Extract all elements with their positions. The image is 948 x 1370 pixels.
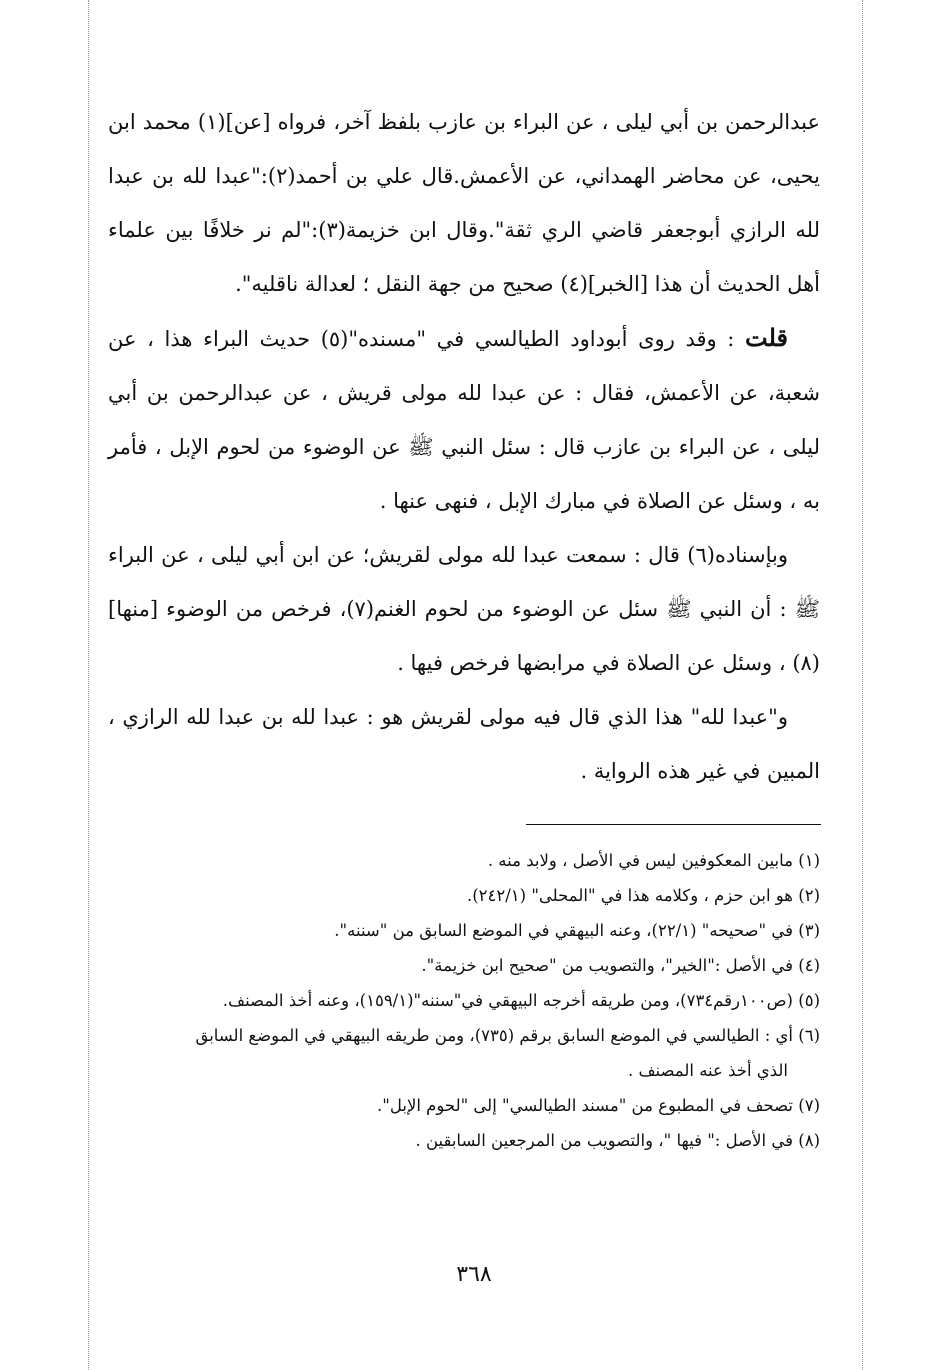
body-paragraph xyxy=(108,690,820,798)
footnote-text: (٤) في الأصل :"الخير"، والتصويب من "صحيح ابن خزيمة". xyxy=(421,956,820,975)
footnote xyxy=(108,913,820,948)
footnotes xyxy=(108,843,820,1158)
footnote-text: (١) مابين المعكوفين ليس في الأصل ، ولابد منه . xyxy=(487,851,820,870)
footnote-separator xyxy=(526,824,821,825)
footnote xyxy=(108,1123,820,1158)
paragraph-lead: قلت xyxy=(745,323,788,352)
footnote-text: (٨) في الأصل :" فيها "، والتصويب من المرجعين السابقين . xyxy=(415,1131,820,1150)
footnote xyxy=(108,1088,820,1123)
footnote-text: (٢) هو ابن حزم ، وكلامه هذا في "المحلى" (٢٤٢/١). xyxy=(466,886,820,905)
page-number: ٣٦٨ xyxy=(456,1262,492,1287)
paragraph-text: عبدالرحمن بن أبي ليلى ، عن البراء بن عازب بلفظ آخر، فرواه [عن](١) محمد ابن يحيى، عن محاضر الهمداني، عن الأعمش.قال علي بن أحمد(٢):"عبدا لله بن عبدا لله الرازي أبوجعفر قاضي الري ثقة".وقال ابن خزيمة(٣):"لم نر خلافًا بين علماء أهل الحديث أن هذا [الخبر](٤) صحيح من جهة النقل ؛ لعدالة ناقليه". xyxy=(108,110,820,296)
footnote xyxy=(108,1018,820,1088)
footnote xyxy=(108,878,820,913)
body-paragraph xyxy=(108,528,820,690)
paragraph-text: وبإسناده(٦) قال : سمعت عبدا لله مولى لقريش؛ عن ابن أبي ليلى ، عن البراء ﷺ : أن النبي ﷺ سئل عن الوضوء من لحوم الغنم(٧)، فرخص من الوضوء [منها](٨) ، وسئل عن الصلاة في مرابضها فرخص فيها . xyxy=(108,543,820,675)
body-paragraph xyxy=(108,311,820,528)
body-paragraph xyxy=(108,95,820,311)
footnote-text: (٥) (ص١٠٠رقم٧٣٤)، ومن طريقه أخرجه البيهقي في"سننه"(١٥٩/١)، وعنه أخذ المصنف. xyxy=(222,991,820,1010)
footnote-text: (٧) تصحف في المطبوع من "مسند الطيالسي" إلى "لحوم الإبل". xyxy=(377,1096,820,1115)
footnote-continuation: الذي أخذ عنه المصنف . xyxy=(627,1061,788,1080)
footnote xyxy=(108,843,820,878)
left-margin-guide xyxy=(88,0,89,1370)
footnote-text: (٣) في "صحيحه" (٢٢/١)، وعنه البيهقي في الموضع السابق من "سننه". xyxy=(334,921,820,940)
main-text-body xyxy=(108,95,820,798)
footnote xyxy=(108,948,820,983)
footnote xyxy=(108,983,820,1018)
paragraph-text: : وقد روى أبوداود الطيالسي في "مسنده"(٥) حديث البراء هذا ، عن شعبة، عن الأعمش، فقال : عن عبدا لله مولى قريش ، عن عبدالرحمن بن أبي ليلى ، عن البراء بن عازب قال : سئل النبي ﷺ عن الوضوء من لحوم الإبل ، فأمر به ، وسئل عن الصلاة في مبارك الإبل ، فنهى عنها . xyxy=(108,327,820,513)
footnote-text: (٦) أي : الطيالسي في الموضع السابق برقم (٧٣٥)، ومن طريقه البيهقي في الموضع السابق xyxy=(195,1026,820,1045)
right-margin-guide xyxy=(862,0,863,1370)
paragraph-text: و"عبدا لله" هذا الذي قال فيه مولى لقريش هو : عبدا لله بن عبدا لله الرازي ، المبين في غير هذه الرواية . xyxy=(108,705,820,783)
